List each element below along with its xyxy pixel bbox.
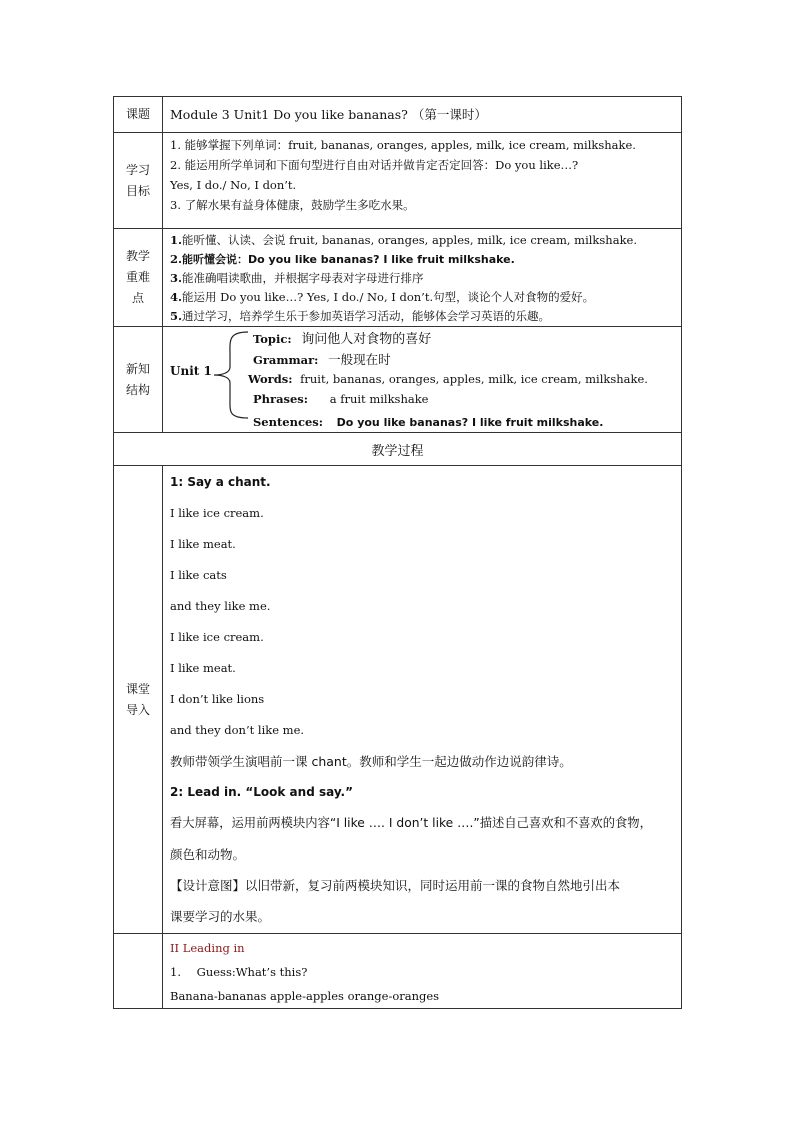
leading-item-1: 1. Guess:What’s this? [170,965,308,979]
key-points-row [114,229,682,327]
chant-line-6: I like meat. [170,661,236,675]
structure-words: Words: fruit, bananas, oranges, apples, milk, ice cream, milkshake. [248,372,648,386]
intro-note-1: 教师带领学生演唱前一课 chant。教师和学生一起边做动作边说韵律诗。 [170,754,572,769]
chant-line-2: I like meat. [170,537,236,551]
leading-cell [163,934,682,1009]
chant-line-7: I don’t like lions [170,692,265,706]
structure-topic: Topic: 询问他人对食物的喜好 [253,332,432,347]
chant-line-3: I like cats [170,568,227,582]
process-header-row [114,433,682,466]
structure-cell [163,327,682,433]
key-point-5: 5.通过学习，培养学生乐于参加英语学习活动，能够体会学习英语的乐趣。 [170,309,551,323]
objectives-cell [163,133,682,229]
leading-word-pairs: Banana-bananas apple-apples orange-oranges [170,989,440,1003]
lesson-title: Module 3 Unit1 Do you like bananas? （第一课时） [170,107,487,122]
chant-line-4: and they like me. [170,599,271,613]
key-point-4: 4.能运用 Do you like…? Yes, I do./ No, I don’t.句型，谈论个人对食物的爱好。 [170,290,595,304]
structure-phrases: Phrases: a fruit milkshake [253,392,429,406]
intro-step-2: 2: Lead in. “Look and say.” [170,785,353,799]
curly-brace-icon [208,329,252,421]
objective-line-3: Yes, I do./ No, I don’t. [170,178,297,192]
objective-line-2: 2. 能运用所学单词和下面句型进行自由对话并做肯定否定回答：Do you like…? [170,158,579,172]
structure-grammar: Grammar: 一般现在时 [253,352,391,367]
intro-note-3: 颜色和动物。 [170,847,246,862]
structure-unit: Unit 1 [170,364,212,378]
structure-row [114,327,682,433]
knowledge-structure [170,327,681,427]
leading-row [114,934,682,1009]
intro-step-1: 1: Say a chant. [170,475,271,489]
key-points-label: 教学 重难 点 [114,229,163,327]
leading-label [114,934,163,1009]
title-cell [163,97,682,133]
key-point-1: 1.能听懂、认读、会说 fruit, bananas, oranges, apples, milk, ice cream, milkshake. [170,233,637,247]
chant-line-1: I like ice cream. [170,506,264,520]
chant-line-8: and they don’t like me. [170,723,305,737]
key-point-3: 3.能准确唱读歌曲，并根据字母表对字母进行排序 [170,271,424,285]
leading-heading: II Leading in [170,941,245,955]
intro-label: 课堂 导入 [114,466,163,934]
design-intent-2: 课要学习的水果。 [170,909,271,924]
intro-note-2: 看大屏幕，运用前两模块内容“I like …. I don’t like ….”描述自己喜欢和不喜欢的食物， [170,816,652,830]
objective-line-1: 1. 能够掌握下列单词：fruit, bananas, oranges, apples, milk, ice cream, milkshake. [170,138,636,152]
chant-line-5: I like ice cream. [170,630,264,644]
objectives-label: 学习 目标 [114,133,163,229]
key-point-2: 2.能听懂会说：Do you like bananas? I like fruit milkshake. [170,252,515,266]
intro-row [114,466,682,934]
design-intent-1: 【设计意图】以旧带新，复习前两模块知识，同时运用前一课的食物自然地引出本 [170,878,621,893]
structure-sentences: Sentences: Do you like bananas? I like fruit milkshake. [253,415,604,429]
title-label: 课题 [114,97,163,133]
title-row [114,97,682,133]
objectives-row [114,133,682,229]
process-header: 教学过程 [114,433,682,466]
intro-cell [163,466,682,934]
structure-label: 新知 结构 [114,327,163,433]
lesson-plan-table [113,96,682,1009]
key-points-cell [163,229,682,327]
objective-line-4: 3. 了解水果有益身体健康，鼓励学生多吃水果。 [170,198,415,212]
